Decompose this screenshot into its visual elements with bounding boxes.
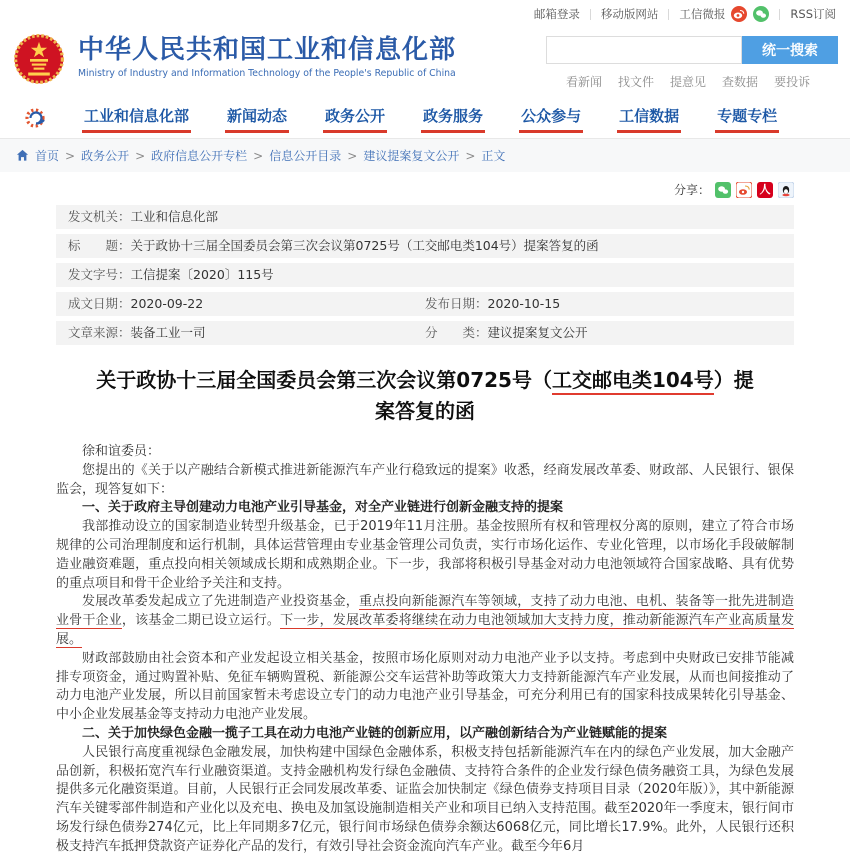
search-input[interactable]	[546, 36, 742, 64]
weibo-account-link[interactable]: 工信微报	[679, 7, 726, 21]
share-qq-icon[interactable]	[778, 182, 794, 198]
meta-value: 2020-09-22	[130, 296, 204, 311]
paragraph-2-underlined-1: 重点投向新能源汽车等领域，支持了动力电池、电机、装备等一批先进制造业骨干企业	[56, 594, 794, 629]
meta-label: 分 类：	[425, 325, 488, 340]
rss-link[interactable]: RSS订阅	[790, 7, 836, 21]
mobile-site-link[interactable]: 移动版网站	[600, 7, 659, 21]
quick-link-suggest[interactable]: 提意见	[670, 75, 707, 89]
divider	[779, 9, 780, 20]
breadcrumb-separator: >	[347, 148, 358, 163]
share-label: 分享：	[673, 183, 710, 197]
site-subtitle: Ministry of Industry and Information Technology of the People's Republic of China	[78, 68, 456, 79]
share-weibo-icon[interactable]	[736, 182, 752, 198]
site-brand	[78, 34, 456, 79]
section-heading-1: 一、关于政府主导创建动力电池产业引导基金，对全产业链进行创新金融支持的提案	[82, 500, 564, 516]
wechat-icon[interactable]	[753, 6, 769, 22]
meta-value: 工业和信息化部	[130, 209, 219, 224]
quick-link-complaint[interactable]: 要投诉	[774, 75, 811, 89]
meta-row-title	[56, 234, 794, 258]
meta-value: 工信提案〔2020〕115号	[130, 267, 274, 282]
breadcrumb-item-1[interactable]: 政务公开	[81, 149, 130, 163]
site-header	[0, 28, 850, 98]
breadcrumb-separator: >	[135, 148, 146, 163]
divider	[668, 9, 669, 20]
article-title-text: 关于政协十三届全国委员会第三次会议第0725号（	[96, 368, 552, 392]
quick-links	[546, 73, 838, 90]
home-icon	[16, 149, 29, 162]
breadcrumb-item-4[interactable]: 建议提案复文公开	[363, 149, 460, 163]
nav-item-special-columns[interactable]: 专题专栏	[715, 103, 779, 133]
article-content	[0, 181, 850, 857]
nav-item-gov-services[interactable]: 政务服务	[421, 103, 485, 133]
site-title: 中华人民共和国工业和信息化部	[78, 35, 457, 65]
paragraph-1: 我部推动设立的国家制造业转型升级基金，已于2019年11月注册。基金按照所有权和管理权分离的原则，建立了符合市场规律的公司治理制度和运行机制，具体运营管理由专业基金管理公司负责，实行市场化运作、专业化管理，以市场化手段破解制造业融资难题，重点投向相关领域成长期和成熟期企业。下一步，我部将积极引导基金对动力电池领域符合国家战略、具有优势的重点项目和骨干企业给予关注和支持。	[56, 519, 794, 591]
paragraph-2	[56, 593, 794, 649]
salutation: 徐和谊委员：	[82, 444, 161, 459]
meta-row-doc-number	[56, 263, 794, 287]
meta-value: 关于政协十三届全国委员会第三次会议第0725号（工交邮电类104号）提案答复的函	[130, 238, 599, 253]
meta-label: 发布日期：	[425, 296, 488, 311]
divider	[590, 9, 591, 20]
article-title-text: ）提案答复的函	[375, 368, 754, 423]
nav-item-public-participation[interactable]: 公众参与	[519, 103, 583, 133]
meta-label: 发文机关：	[68, 209, 131, 224]
quick-link-news[interactable]: 看新闻	[566, 75, 603, 89]
article-title	[90, 365, 760, 427]
nav-item-gov-openness[interactable]: 政务公开	[323, 103, 387, 133]
share-row	[56, 181, 794, 198]
meta-row-issuing-agency	[56, 205, 794, 229]
header-search-area	[546, 30, 838, 90]
breadcrumb-home[interactable]: 首页	[35, 149, 60, 163]
paragraph-4: 人民银行高度重视绿色金融发展，加快构建中国绿色金融体系，积极支持包括新能源汽车在内的绿色产业发展，加大金融产品创新，积极拓宽汽车行业融资渠道。支持金融机构发行绿色金融债、支持符合条件的企业发行绿色债务融资工具，为绿色发展提供多元化融资渠道。目前，人民银行正会同发展改革委、证监会加快制定《绿色债券支持项目目录（2020年版）》，其中新能源汽车关键零部件制造和产业化以及充电、换电及加氢设施制造相关产业和项目已纳入支持范围。截至2020年一季度末，银行间市场发行绿色债券274亿元，比上年同期多7亿元，银行间市场绿色债券余额达6068亿元，同比增长17.9%。此外，人民银行还积极支持汽车抵押贷款资产证券化产品的发行，有效引导社会资金流向汽车产业。截至今年6月	[56, 744, 794, 854]
national-emblem-logo	[12, 32, 66, 86]
breadcrumb-item-2[interactable]: 政府信息公开专栏	[151, 149, 248, 163]
breadcrumb-item-3[interactable]: 信息公开目录	[269, 149, 342, 163]
meta-value: 装备工业一司	[130, 325, 206, 340]
quick-link-data[interactable]: 查数据	[722, 75, 759, 89]
meta-label: 文章来源：	[68, 325, 131, 340]
paragraph-2-underlined-2: 下一步，发展改革委将继续在动力电池领域加大支持力度，推动新能源汽车产业高质量发展。	[56, 613, 794, 647]
meta-label: 标 题：	[68, 238, 131, 253]
paragraph-2-text: ，该基金二期已设立运行。	[121, 613, 281, 629]
weibo-icon[interactable]	[731, 6, 747, 22]
search-button[interactable]: 统一搜索	[742, 36, 838, 64]
meta-label: 成文日期：	[68, 296, 131, 311]
breadcrumb-separator: >	[465, 148, 476, 163]
mail-login-link[interactable]: 邮箱登录	[533, 7, 580, 21]
nav-item-miit[interactable]: 工业和信息化部	[82, 103, 191, 133]
meta-row-dates	[56, 292, 794, 316]
breadcrumb-separator: >	[65, 148, 76, 163]
miit-gear-icon	[24, 106, 48, 130]
share-renren-icon[interactable]: 人	[757, 182, 773, 198]
share-wechat-icon[interactable]	[715, 182, 731, 198]
paragraph-3: 财政部鼓励由社会资本和产业发起设立相关基金，按照市场化原则对动力电池产业予以支持。考虑到中央财政已安排节能减排专项资金，通过购置补贴、免征车辆购置税、新能源公交车运营补助等政策大力支持新能源汽车产业发展，从而也间接推动了动力电池产业发展，所以目前国家暂未考虑设立专门的动力电池产业引导基金，可充分利用已有的国家科技成果转化引导基金、中小企业发展基金等支持动力电池产业发展。	[56, 650, 794, 723]
breadcrumb-separator: >	[253, 148, 264, 163]
breadcrumb-item-current[interactable]: 正文	[481, 149, 506, 163]
paragraph-intro: 您提出的《关于以产融结合新模式推进新能源汽车产业行稳致远的提案》收悉，经商发展改革委、财政部、人民银行、银保监会，现答复如下：	[56, 462, 794, 497]
article-title-highlight: 工交邮电类104号	[552, 368, 714, 395]
nav-item-miit-data[interactable]: 工信数据	[617, 103, 681, 133]
meta-row-source-category	[56, 321, 794, 345]
meta-label: 发文字号：	[68, 267, 131, 282]
nav-item-news[interactable]: 新闻动态	[225, 103, 289, 133]
meta-value: 2020-10-15	[487, 296, 561, 311]
meta-value: 建议提案复文公开	[487, 325, 588, 340]
paragraph-2-text: 发展改革委发起成立了先进制造产业投资基金，	[82, 594, 359, 610]
breadcrumb	[0, 139, 850, 172]
main-nav	[0, 98, 850, 139]
top-utility-bar	[0, 0, 850, 28]
section-heading-2: 二、关于加快绿色金融一揽子工具在动力电池产业链的创新应用，以产融创新结合为产业链赋能的提案	[82, 725, 668, 741]
quick-link-files[interactable]: 找文件	[618, 75, 655, 89]
article-body	[56, 443, 794, 857]
